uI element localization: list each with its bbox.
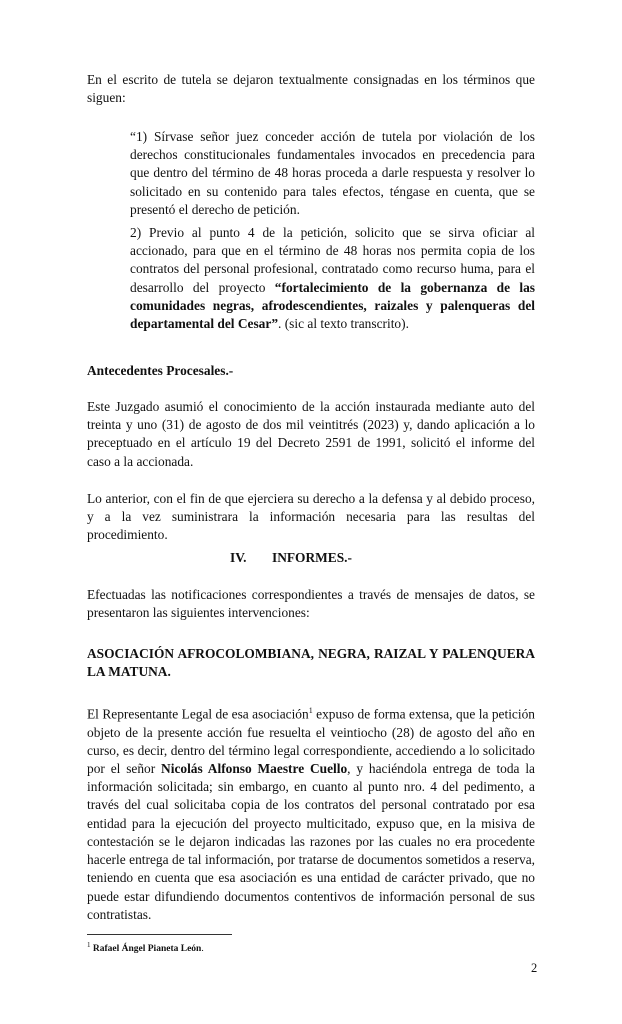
footnote-reference: 1 (308, 706, 313, 715)
paragraph-representante: El Representante Legal de esa asociación$^1$ expuso de forma extensa, que la petición objeto de la presente acción fue resuelta el veintiocho (28) de agosto del año en curso, es decir, dentro del término legal correspondiente, accediendo a lo solicitado por el señor Nicolás Alfonso Maestre Cuello, y haciéndola entrega de toda la información solicitada; sin embargo, en cuanto al punto nro. 4 del pedimento, a través del cual solicitaba copia de los contratos del personal contratado por esa entidad para la ejecución del proyecto multicitado, expuso que, en la misiva de contestación se le dejaron indicadas las razones por las cuales no era procedente hacerle entrega de tal información, por tratarse de documentos sometidos a reserva, teniendo en cuenta que esa asociación es una entidad de carácter privado, que no puede estar difundiendo documentos contentivos de información personal de sus contratistas. (87, 706, 535, 922)
section-title: INFORMES.- (272, 550, 352, 565)
intro-paragraph: En el escrito de tutela se dejaron textualmente consignadas en los términos que siguen: (87, 72, 535, 106)
paragraph-anterior: Lo anterior, con el fin de que ejerciera su derecho a la defensa y al debido proceso, y a la vez suministrara la información necesaria para las resultas del procedimiento. (87, 491, 535, 543)
paragraph-juzgado: Este Juzgado asumió el conocimiento de la acción instaurada mediante auto del treinta y uno (31) de agosto de dos mil veintitrés (2023) y, dando aplicación a lo preceptuado en el artículo 19 del Decreto 2591 de 1991, solicitó el informe del caso a la accionada. (87, 399, 535, 469)
heading-antecedentes: Antecedentes Procesales.- (87, 363, 234, 378)
person-name: Nicolás Alfonso Maestre Cuello (161, 761, 348, 777)
footnote-divider (87, 934, 232, 935)
footnote: $^1$ Rafael Ángel Pianeta León. (87, 941, 204, 955)
quote-point-1: “1) Sírvase señor juez conceder acción de tutela por violación de los derechos constitucionales fundamentales invocados en precedencia para que dentro del término de 48 horas proceda a darle respuesta y resolver lo solicitado en su contenido para tales efectos, téngase en cuenta, que se presentó el derecho de petición. (130, 129, 535, 217)
page-number: 2 (531, 961, 538, 975)
paragraph-efectuadas: Efectuadas las notificaciones correspondientes a través de mensajes de datos, se presentaron las siguientes intervenciones: (87, 587, 535, 621)
footnote-text: Rafael Ángel Pianeta León (92, 944, 202, 955)
quote-point-2: 2) Previo al punto 4 de la petición, solicito que se sirva oficiar al accionado, para que en el término de 48 horas nos permita copia de los contratos del personal profesional, contratado como recurso huma, para el desarrollo del proyecto “fortalecimiento de la gobernanza de las comunidades negras, afrodescendientes, raizales y palenqueras del departamental del Cesar”. (sic al texto transcrito). (130, 225, 535, 332)
project-name: “fortalecimiento de la gobernanza de las comunidades negras, afrodescendientes, raizales y palenqueras del departamental del Cesar” (130, 279, 535, 332)
heading-asociacion: ASOCIACIÓN AFROCOLOMBIANA, NEGRA, RAIZAL Y PALENQUERA LA MATUNA. (87, 646, 535, 680)
section-number: IV. (230, 550, 247, 565)
